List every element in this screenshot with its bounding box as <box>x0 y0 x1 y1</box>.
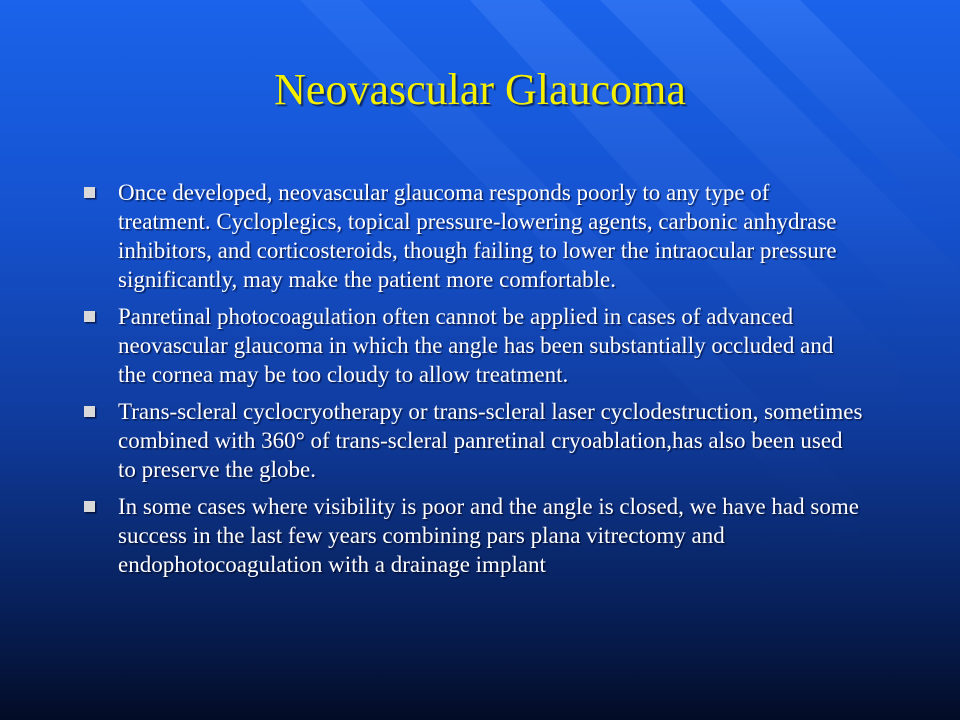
square-bullet-icon <box>84 501 95 512</box>
square-bullet-icon <box>84 406 95 417</box>
bullet-item <box>84 397 864 484</box>
bullet-text: Once developed, neovascular glaucoma responds poorly to any type of treatment. Cycloplegics, topical pressure-lowering agents, carbonic anhydrase inhibitors, and corticosteroids, though failing to lower the intraocular pressure significantly, may make the patient more comfortable. <box>118 180 837 292</box>
square-bullet-icon <box>84 311 95 322</box>
bullet-item <box>84 302 864 389</box>
bullet-item <box>84 492 864 579</box>
slide-title: Neovascular Glaucoma <box>274 65 686 114</box>
bullet-item <box>84 178 864 294</box>
bullet-text: Trans-scleral cyclocryotherapy or trans-scleral laser cyclodestruction, sometimes combined with 360° of trans-scleral panretinal cryoablation,has also been used to preserve the globe. <box>118 399 863 482</box>
bullet-list <box>84 178 864 587</box>
bullet-text: In some cases where visibility is poor and the angle is closed, we have had some success in the last few years combining pars plana vitrectomy and endophotocoagulation with a drainage implant <box>118 494 859 577</box>
bullet-text: Panretinal photocoagulation often cannot be applied in cases of advanced neovascular glaucoma in which the angle has been substantially occluded and the cornea may be too cloudy to allow treatment. <box>118 304 834 387</box>
square-bullet-icon <box>84 187 95 198</box>
